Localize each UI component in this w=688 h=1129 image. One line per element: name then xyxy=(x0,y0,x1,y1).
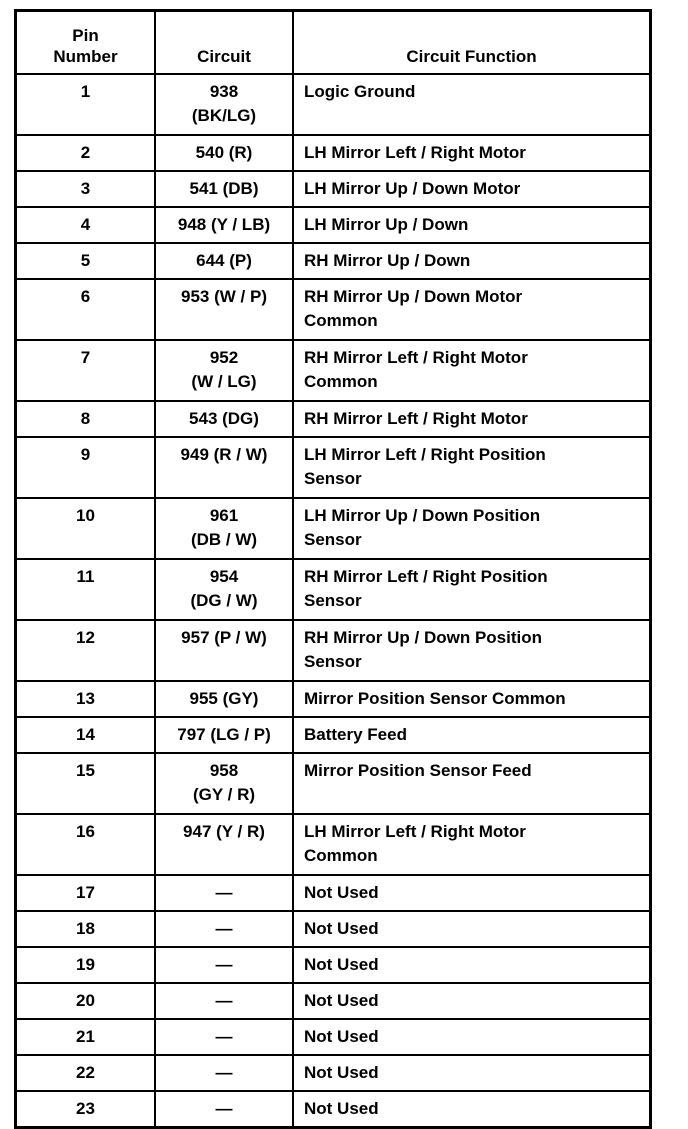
circuit-cell xyxy=(155,681,293,717)
table-header-row xyxy=(16,11,651,75)
circuit-cell-text: 953 (W / P) xyxy=(181,287,267,306)
pin-number-cell xyxy=(16,279,156,340)
circuit-function-cell xyxy=(293,340,651,401)
table-row xyxy=(16,498,651,559)
circuit-function-cell-text: Not Used xyxy=(304,883,379,902)
pin-number-cell xyxy=(16,243,156,279)
table-row xyxy=(16,814,651,875)
circuit-cell-text: — xyxy=(215,919,233,938)
circuit-function-header: Circuit Function xyxy=(293,11,651,75)
circuit-function-cell xyxy=(293,207,651,243)
circuit-cell-text: 958 (GY / R) xyxy=(192,761,256,804)
pin-number-cell-text: 1 xyxy=(80,82,91,101)
circuit-cell xyxy=(155,1055,293,1091)
circuit-cell-text: — xyxy=(215,1063,233,1082)
circuit-cell-text: 947 (Y / R) xyxy=(183,822,265,841)
table-row xyxy=(16,753,651,814)
pin-number-cell xyxy=(16,340,156,401)
table-row xyxy=(16,74,651,135)
circuit-function-cell-text: Battery Feed xyxy=(304,725,407,744)
pin-number-cell-text: 7 xyxy=(80,348,91,367)
pin-number-cell xyxy=(16,207,156,243)
pin-number-cell xyxy=(16,559,156,620)
pin-number-cell-text: 19 xyxy=(76,955,95,974)
circuit-cell-text: 948 (Y / LB) xyxy=(177,215,271,234)
pin-number-cell-text: 11 xyxy=(76,567,95,586)
pin-number-cell-text: 15 xyxy=(76,761,95,780)
pin-number-cell-text: 9 xyxy=(80,445,91,464)
pin-number-cell-text: 16 xyxy=(76,822,95,841)
table-row xyxy=(16,1055,651,1091)
pin-number-cell xyxy=(16,620,156,681)
pin-number-cell-text: 10 xyxy=(76,506,95,525)
table-row xyxy=(16,437,651,498)
circuit-cell xyxy=(155,911,293,947)
circuit-function-cell-text: LH Mirror Up / Down xyxy=(304,215,469,234)
pin-number-cell-text: 22 xyxy=(76,1063,95,1082)
circuit-cell-text: 797 (LG / P) xyxy=(177,725,271,744)
circuit-function-cell-text: Not Used xyxy=(304,1027,379,1046)
circuit-function-cell-text: Not Used xyxy=(304,1099,379,1118)
circuit-function-cell xyxy=(293,437,651,498)
circuit-cell xyxy=(155,559,293,620)
circuit-function-cell xyxy=(293,1091,651,1128)
pin-number-cell xyxy=(16,1091,156,1128)
circuit-cell-text: 957 (P / W) xyxy=(181,628,267,647)
circuit-function-cell-text: Mirror Position Sensor Feed xyxy=(304,761,532,780)
circuit-function-cell-text: LH Mirror Up / Down Position Sensor xyxy=(304,506,541,549)
pin-number-cell-text: 23 xyxy=(76,1099,95,1118)
circuit-cell-text: 955 (GY) xyxy=(189,689,259,708)
pin-number-cell xyxy=(16,717,156,753)
circuit-function-cell-text: RH Mirror Left / Right Position Sensor xyxy=(304,567,548,610)
pin-number-cell xyxy=(16,875,156,911)
circuit-function-cell xyxy=(293,911,651,947)
circuit-function-cell-text: Mirror Position Sensor Common xyxy=(304,689,566,708)
pin-number-cell-text: 5 xyxy=(80,251,91,270)
circuit-cell-text: — xyxy=(215,1099,233,1118)
pin-number-cell xyxy=(16,171,156,207)
pin-number-cell xyxy=(16,814,156,875)
circuit-function-cell xyxy=(293,983,651,1019)
circuit-cell-text: 952 (W / LG) xyxy=(191,348,257,391)
circuit-function-cell-text: RH Mirror Up / Down Motor Common xyxy=(304,287,523,330)
pin-number-cell-text: 20 xyxy=(76,991,95,1010)
table-row xyxy=(16,135,651,171)
circuit-function-cell-text: Logic Ground xyxy=(304,82,416,101)
pin-number-cell-text: 14 xyxy=(76,725,95,744)
pin-number-cell-text: 21 xyxy=(76,1027,95,1046)
table-row xyxy=(16,171,651,207)
table-row xyxy=(16,911,651,947)
table-row xyxy=(16,681,651,717)
pin-number-cell xyxy=(16,74,156,135)
circuit-function-cell-text: RH Mirror Left / Right Motor Common xyxy=(304,348,528,391)
pin-number-cell xyxy=(16,947,156,983)
circuit-cell xyxy=(155,401,293,437)
circuit-cell-text: — xyxy=(215,883,233,902)
table-row xyxy=(16,717,651,753)
circuit-function-cell-text: LH Mirror Left / Right Motor Common xyxy=(304,822,526,865)
circuit-function-cell xyxy=(293,135,651,171)
circuit-function-cell xyxy=(293,559,651,620)
pin-number-cell xyxy=(16,911,156,947)
circuit-function-cell xyxy=(293,875,651,911)
circuit-cell xyxy=(155,717,293,753)
table-row xyxy=(16,340,651,401)
pin-number-cell xyxy=(16,753,156,814)
pin-number-cell-text: 3 xyxy=(80,179,91,198)
circuit-function-cell xyxy=(293,717,651,753)
circuit-function-cell-text: LH Mirror Left / Right Motor xyxy=(304,143,526,162)
table-row xyxy=(16,207,651,243)
circuit-function-cell xyxy=(293,814,651,875)
table-row xyxy=(16,401,651,437)
circuit-cell xyxy=(155,814,293,875)
circuit-cell xyxy=(155,983,293,1019)
circuit-function-cell xyxy=(293,620,651,681)
circuit-cell xyxy=(155,279,293,340)
pin-number-cell xyxy=(16,983,156,1019)
circuit-cell xyxy=(155,340,293,401)
pin-number-cell xyxy=(16,135,156,171)
table-row xyxy=(16,620,651,681)
circuit-cell-text: 543 (DG) xyxy=(189,409,259,428)
circuit-cell-text: 938 (BK/LG) xyxy=(191,82,257,125)
circuit-function-cell xyxy=(293,681,651,717)
pin-number-cell-text: 6 xyxy=(80,287,91,306)
table-row xyxy=(16,983,651,1019)
pin-number-header: Pin Number xyxy=(16,11,156,75)
table-row xyxy=(16,279,651,340)
circuit-cell xyxy=(155,1091,293,1128)
circuit-function-cell xyxy=(293,401,651,437)
circuit-cell-text: 954 (DG / W) xyxy=(190,567,258,610)
circuit-function-cell-text: RH Mirror Up / Down xyxy=(304,251,471,270)
circuit-cell xyxy=(155,1019,293,1055)
circuit-cell xyxy=(155,620,293,681)
circuit-function-cell-text: Not Used xyxy=(304,955,379,974)
circuit-cell xyxy=(155,171,293,207)
circuit-function-cell xyxy=(293,279,651,340)
circuit-function-cell xyxy=(293,243,651,279)
pin-number-cell xyxy=(16,401,156,437)
circuit-function-cell xyxy=(293,498,651,559)
circuit-function-cell-text: LH Mirror Left / Right Position Sensor xyxy=(304,445,546,488)
circuit-function-cell-text: LH Mirror Up / Down Motor xyxy=(304,179,521,198)
circuit-cell xyxy=(155,207,293,243)
table-row xyxy=(16,243,651,279)
circuit-cell xyxy=(155,875,293,911)
circuit-cell xyxy=(155,498,293,559)
circuit-cell xyxy=(155,437,293,498)
circuit-function-cell-text: Not Used xyxy=(304,1063,379,1082)
pin-number-cell xyxy=(16,498,156,559)
pin-circuit-table xyxy=(14,9,652,1129)
pin-number-cell-text: 4 xyxy=(80,215,91,234)
pin-number-cell xyxy=(16,1055,156,1091)
pin-number-cell-text: 8 xyxy=(80,409,91,428)
circuit-header: Circuit xyxy=(155,11,293,75)
pin-number-cell-text: 2 xyxy=(80,143,91,162)
circuit-cell-text: 644 (P) xyxy=(196,251,252,270)
circuit-cell-text: 540 (R) xyxy=(195,143,253,162)
circuit-function-cell xyxy=(293,753,651,814)
circuit-cell xyxy=(155,135,293,171)
circuit-cell-text: — xyxy=(215,1027,233,1046)
table-row xyxy=(16,947,651,983)
pin-number-cell-text: 13 xyxy=(76,689,95,708)
circuit-cell-text: — xyxy=(215,955,233,974)
circuit-cell xyxy=(155,947,293,983)
circuit-function-cell-text: Not Used xyxy=(304,919,379,938)
table-row xyxy=(16,1019,651,1055)
circuit-function-cell xyxy=(293,1055,651,1091)
circuit-cell-text: 541 (DB) xyxy=(189,179,259,198)
circuit-function-cell-text: RH Mirror Up / Down Position Sensor xyxy=(304,628,542,671)
pin-number-cell-text: 18 xyxy=(76,919,95,938)
circuit-cell xyxy=(155,74,293,135)
circuit-function-cell xyxy=(293,1019,651,1055)
pin-number-cell-text: 12 xyxy=(76,628,95,647)
pin-number-cell xyxy=(16,681,156,717)
circuit-cell xyxy=(155,243,293,279)
circuit-function-cell-text: RH Mirror Left / Right Motor xyxy=(304,409,528,428)
pin-number-cell xyxy=(16,437,156,498)
circuit-function-cell xyxy=(293,74,651,135)
circuit-cell-text: 961 (DB / W) xyxy=(190,506,258,549)
circuit-cell-text: 949 (R / W) xyxy=(180,445,268,464)
table-row xyxy=(16,559,651,620)
pin-number-cell xyxy=(16,1019,156,1055)
table-row xyxy=(16,875,651,911)
circuit-cell xyxy=(155,753,293,814)
circuit-cell-text: — xyxy=(215,991,233,1010)
circuit-function-cell xyxy=(293,947,651,983)
circuit-function-cell xyxy=(293,171,651,207)
table-row xyxy=(16,1091,651,1128)
pin-number-cell-text: 17 xyxy=(76,883,95,902)
circuit-function-cell-text: Not Used xyxy=(304,991,379,1010)
